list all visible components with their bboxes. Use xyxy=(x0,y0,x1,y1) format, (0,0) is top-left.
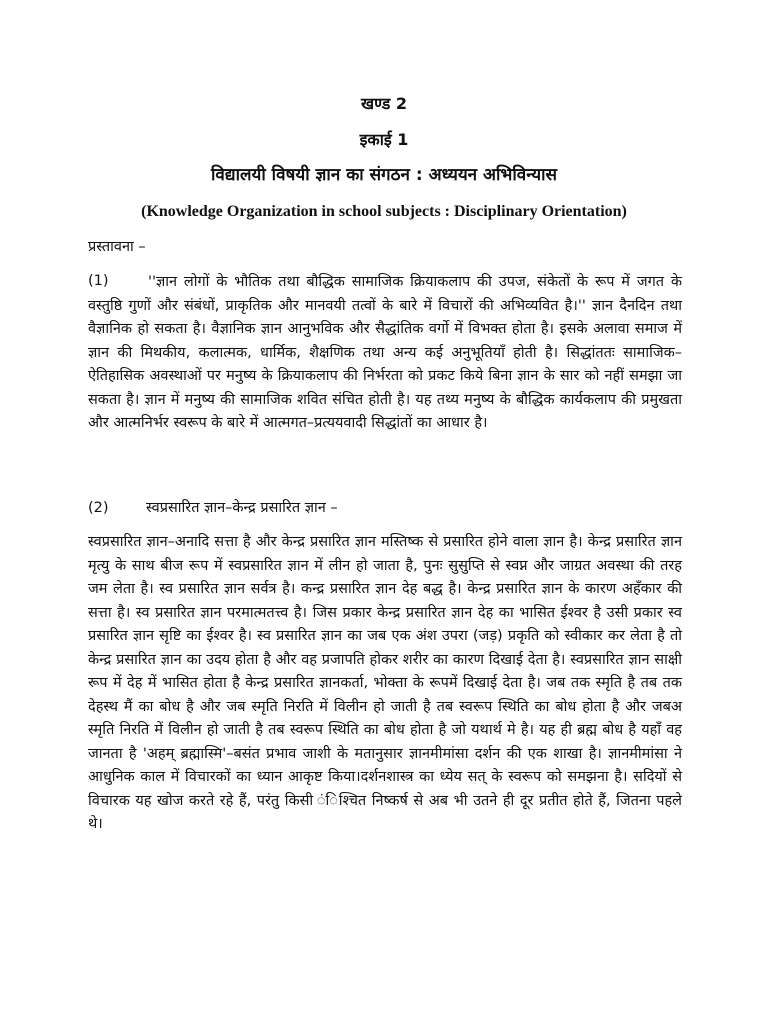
paragraph-1-number: (1) xyxy=(88,273,109,289)
paragraph-2-heading: स्वप्रसारित ज्ञान–केन्द्र प्रसारित ज्ञान – xyxy=(146,500,338,516)
introduction-label: प्रस्तावना – xyxy=(88,239,146,255)
paragraph-2-text: स्वप्रसारित ज्ञान–अनादि सत्ता है और केन्द्र प्रसारित ज्ञान मस्तिष्क से प्रसारित होने वाला ज्ञान है। केन्द्र प्रसारित ज्ञान मृत्यु के साथ बीज रूप में स्वप्रसारित ज्ञान में लीन हो जाता है, पुनः सुसुप्ति से स्वप्न और जाग्रत अवस्था की तरह जम लेता है। स्व प्रसारित ज्ञान सर्वत्र है। कन्द्र प्रसारित ज्ञान देह बद्ध है। केन्द्र प्रसारित ज्ञान के कारण अहँकार की सत्ता है। स्व प्रसारित ज्ञान परमात्मतत्त्व है। जिस प्रकार केन्द्र प्रसारित ज्ञान देह का भासित ईश्वर है उसी प्रकार स्व प्रसारित ज्ञान सृष्टि का ईश्वर है। स्व प्रसारित ज्ञान का जब एक अंश उपरा (जड़) प्रकृति को स्वीकार कर लेता है तो केन्द्र प्रसारित ज्ञान का उदय होता है और वह प्रजापति होकर शरीर का कारण दिखाई देता है। स्वप्रसारित ज्ञान साक्षी रूप में देह में भासित होता है केन्द्र प्रसारित ज्ञानकर्ता, भोक्ता के रूपमें दिखाई देता है। जब तक स्मृति है तब तक देहस्थ मैं का बोध है और जब स्मृति निरति में विलीन हो जाती है तब स्वरूप स्थिति का बोध होता है और जबअ स्मृति निरति में विलीन हो जाती है तब स्वरूप स्थिति का बोध होता है जो यथार्थ मे है। यह ही ब्रह्म बोध है यहाँ वह जानता है 'अहम् ब्रह्मास्मि'–बसंत प्रभाव जाशी के मतानुसार ज्ञानमीमांसा दर्शन की एक शाखा है। ज्ञानमीमांसा ने आधुनिक काल में विचारकों का ध्यान आकृष्ट किया।दर्शनशास्त्र का ध्येय सत् के स्वरूप को समझना है। सदियों से विचारक यह खोज करते रहे हैं, परंतु किसी ंिश्चित निष्कर्ष से अब भी उतने ही दूर प्रतीत होते हैं, जितना पहले थे। xyxy=(88,534,682,832)
paragraph-2-heading-row xyxy=(88,497,338,517)
page-title: विद्यालयी विषयी ज्ञान का संगठन : अध्ययन अभिविन्यास xyxy=(211,165,557,185)
section-khand-heading: खण्ड 2 xyxy=(361,94,407,113)
unit-ikai-heading: इकाई 1 xyxy=(359,130,409,149)
english-subtitle: (Knowledge Organization in school subjects : Disciplinary Orientation) xyxy=(141,203,627,220)
paragraph-2-number: (2) xyxy=(88,500,109,516)
paragraph-1-text: ''ज्ञान लोगों के भौतिक तथा बौद्धिक सामाजिक क्रियाकलाप की उपज, संकेतों के रूप में जगत के वस्तुष्ठि गुणों और संबंधों, प्राकृतिक और मानवयी तत्वों के बारे में विचारों की अभिव्यवित है।'' ज्ञान दैनदिन तथा वैज्ञानिक हो सकता है। वैज्ञानिक ज्ञान आनुभविक और सैद्धांतिक वर्गो में विभक्त होता है। इसके अलावा समाज में ज्ञान की मिथकीय, कलात्मक, धार्मिक, शैक्षणिक तथा अन्य कई अनुभूतियाँ होती है। सिद्धांततः सामाजिक–ऐतिहासिक अवस्थाओं पर मनुष्य के क्रियाकलाप की निर्भरता को प्रकट किये बिना ज्ञान के सार को नहीं समझा जा सकता है। ज्ञान में मनुष्य की सामाजिक शवित संचित होती है। यह तथ्य मनुष्य के बौद्धिक कार्यकलाप की प्रमुखता और आत्मनिर्भर स्वरूप के बारे में आत्मगत–प्रत्ययवादी सिद्धांतों का आधार है। xyxy=(88,274,682,431)
